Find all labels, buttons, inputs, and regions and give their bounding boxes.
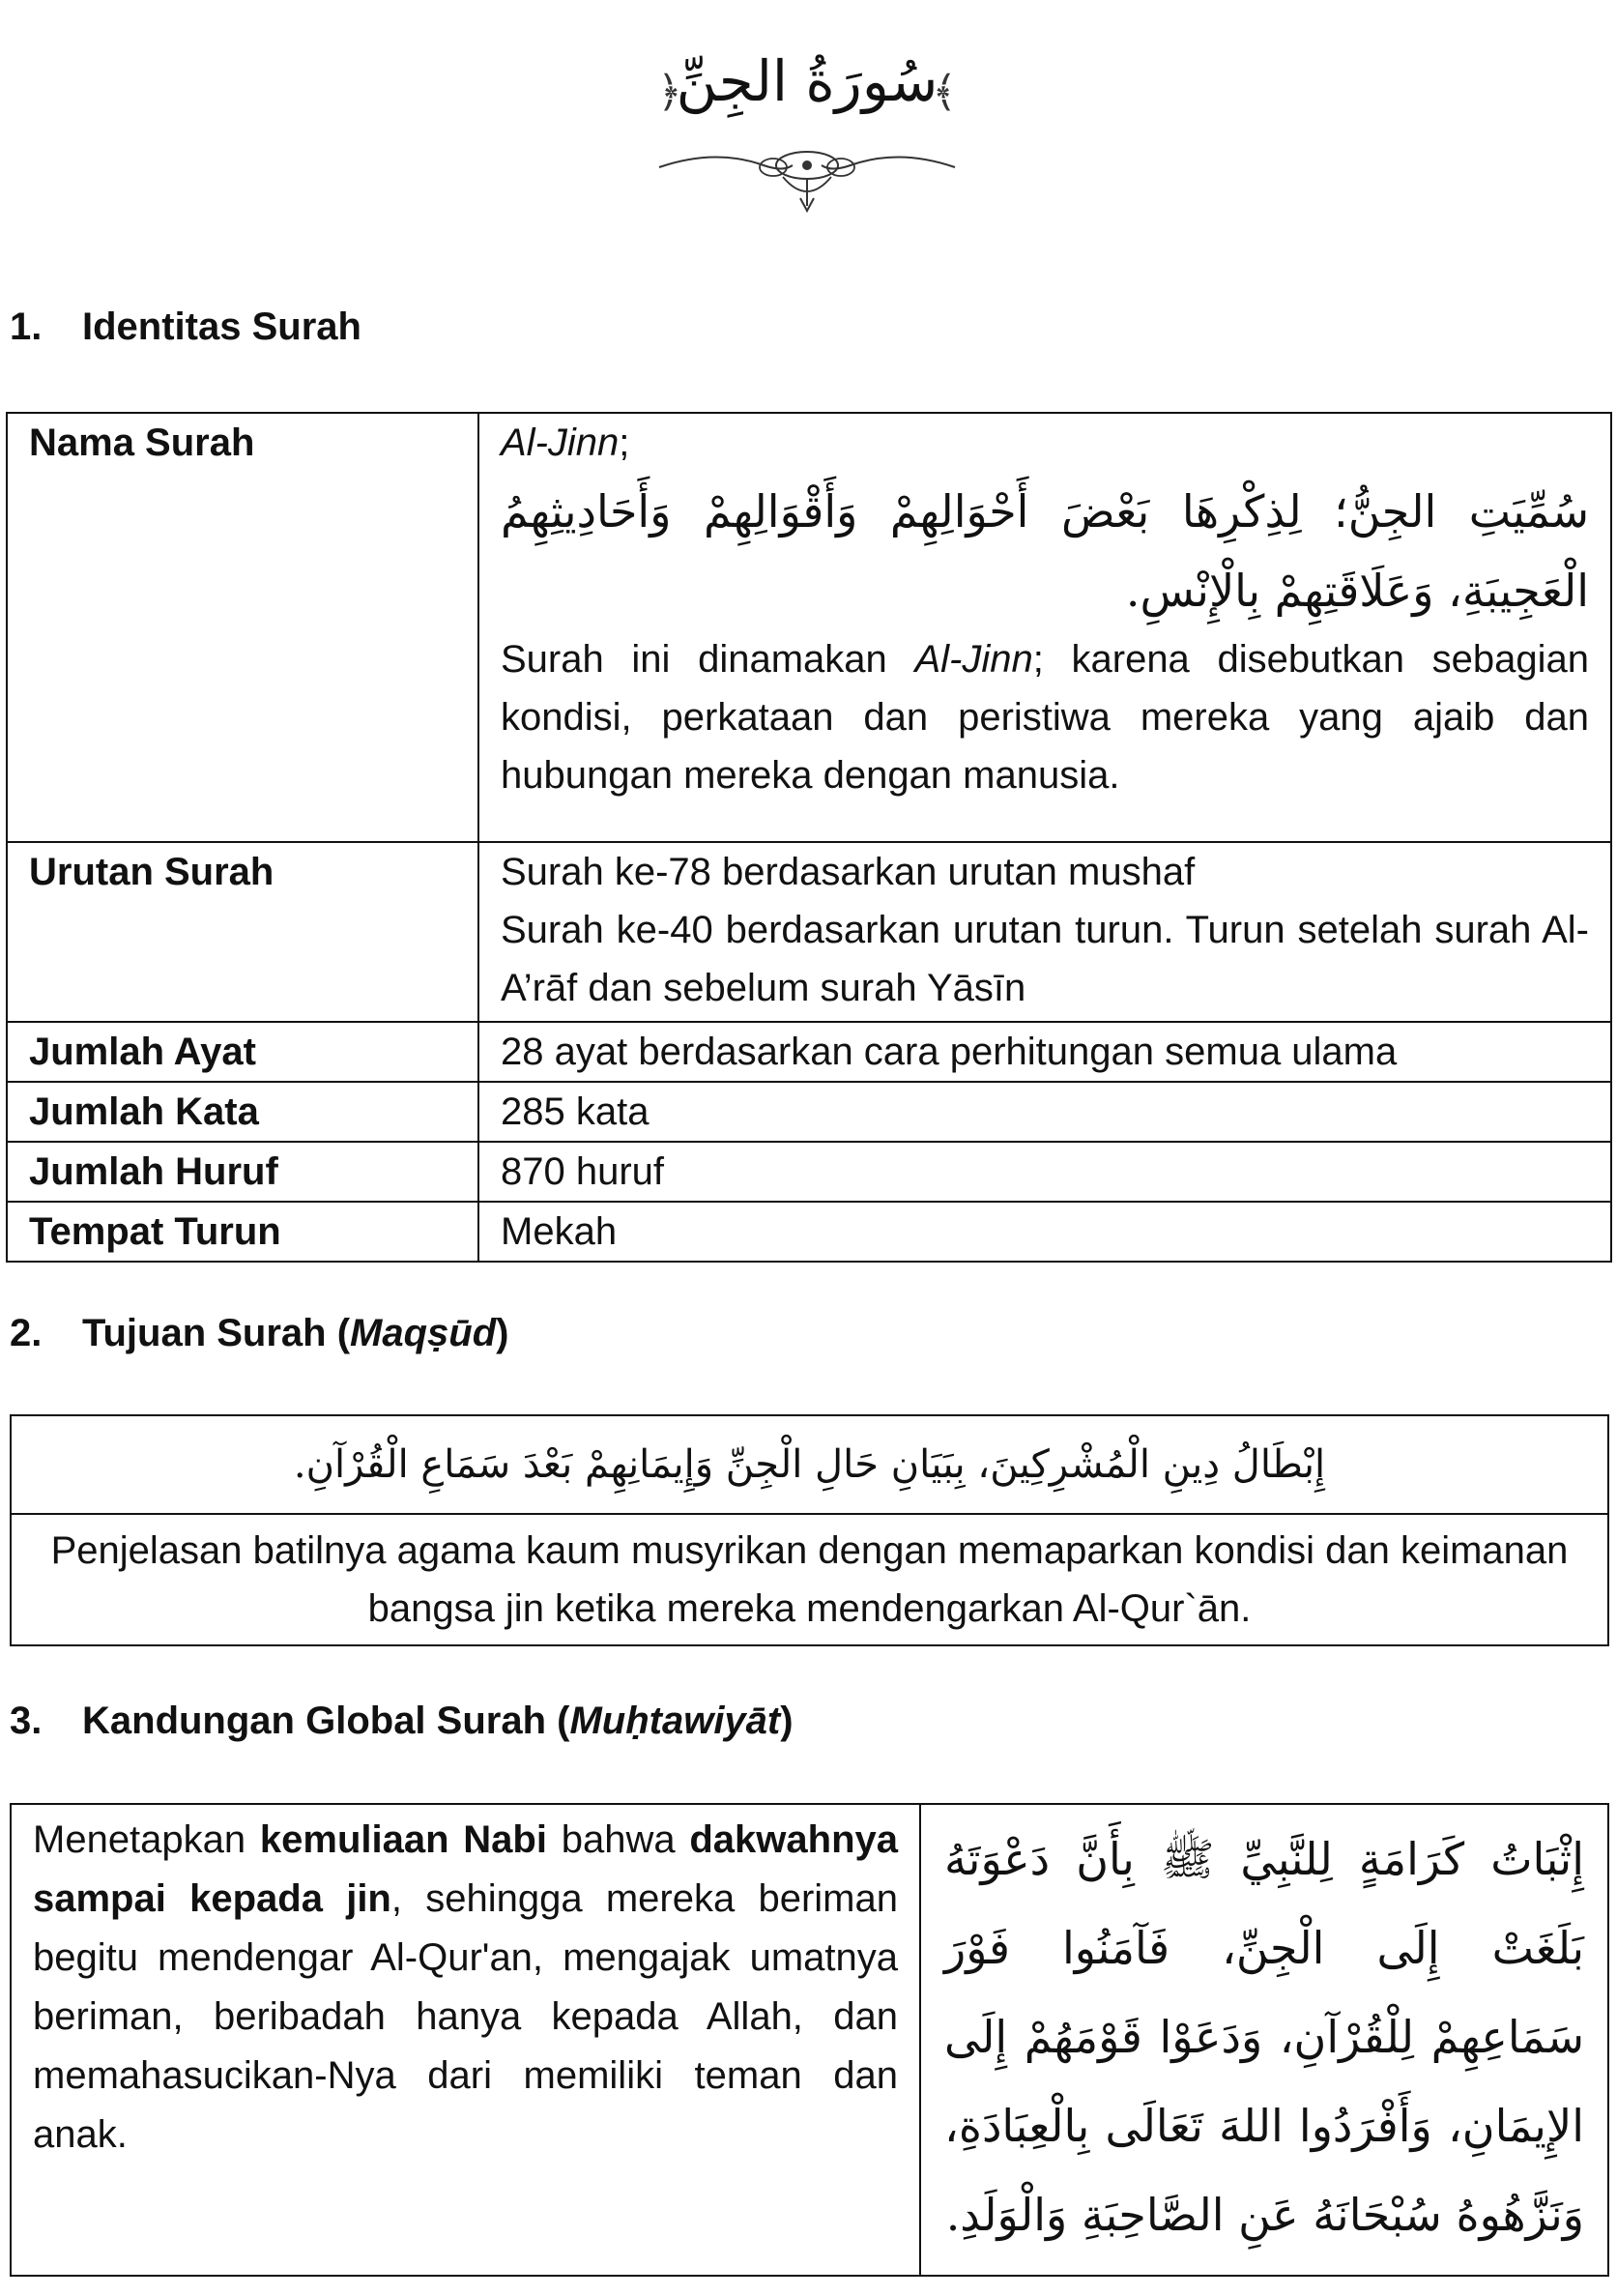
desc-italic-name: Al-Jinn [914,638,1033,681]
urutan-surah-value [478,842,1611,1022]
jumlah-ayat-label: Jumlah Ayat [7,1022,478,1082]
nama-surah-description [501,630,1589,804]
section-2-title: Tujuan Surah ( [82,1312,351,1354]
section-2-close-paren: ) [496,1312,509,1354]
urutan-surah-label: Urutan Surah [7,842,478,1022]
section-2-heading [10,1312,508,1355]
ornamental-divider-icon [657,138,957,225]
desc-rest: ; karena disebutkan sebagian kondisi, perkataan dan peristiwa mereka yang ajaib dan hubungan mereka dengan manusia. [501,638,1589,797]
content-text-part: bahwa [546,1818,690,1861]
semicolon: ; [619,421,630,464]
table-row [7,1022,1611,1082]
ornament-left-bracket: ﴿ [657,69,682,116]
content-indonesian [11,1804,920,2276]
desc-prefix: Surah ini dinamakan [501,638,915,681]
surah-title: سُورَةُ الجِنِّ [676,48,938,114]
section-3-close-paren: ) [780,1700,794,1742]
table-row [7,413,1611,842]
section-3-title: Kandungan Global Surah ( [82,1700,570,1742]
section-1-number: 1. [10,305,43,348]
section-2-number: 2. [10,1312,43,1354]
table-row [7,1082,1611,1142]
section-3-title-italic: Muḥtawiyāt [569,1700,781,1742]
nama-surah-arabic: سُمِّيَتِ الجِنُّ؛ لِذِكْرِهَا بَعْضَ أَحْوَالِهِمْ وَأَقْوَالِهِمْ وَأَحَادِيثِهِمُ الْعَجِيبَةِ، وَعَلَاقَتِهِمْ بِالْإِنْسِ. [501,485,1589,617]
table-row [11,1804,1608,2276]
tempat-turun-value: Mekah [478,1202,1611,1262]
surah-purpose-table [10,1414,1609,1646]
section-3-number: 3. [10,1700,43,1742]
table-row [7,1202,1611,1262]
table-row [11,1514,1608,1645]
table-row [11,1415,1608,1514]
content-bold-part: kemuliaan Nabi [259,1818,547,1861]
section-1-heading [10,305,361,349]
jumlah-kata-value: 285 kata [478,1082,1611,1142]
surah-header [599,27,1015,201]
section-2-title-italic: Maqṣūd [350,1312,497,1354]
tempat-turun-label: Tempat Turun [7,1202,478,1262]
table-row [7,842,1611,1022]
content-text-part: Menetapkan [33,1818,260,1861]
content-bold-part: dakwahnya sampai kepada jin [33,1818,898,1920]
nama-surah-value [478,413,1611,842]
urutan-turun: Surah ke-40 berdasarkan urutan turun. Turun setelah surah Al-A’rāf dan sebelum surah Yāsīn [501,909,1589,1009]
urutan-mushaf: Surah ke-78 berdasarkan urutan mushaf [501,851,1196,893]
jumlah-huruf-label: Jumlah Huruf [7,1142,478,1202]
jumlah-ayat-value: 28 ayat berdasarkan cara perhitungan semua ulama [478,1022,1611,1082]
content-text-part: , sehingga mereka beriman begitu mendengar Al-Qur'an, mengajak umatnya beriman, beribadah hanya kepada Allah, dan memahasucikan-Nya dari memiliki teman dan anak. [33,1877,898,2156]
surah-content-table [10,1803,1609,2277]
section-3-heading [10,1700,794,1743]
nama-surah-label: Nama Surah [7,413,478,842]
section-1-title: Identitas Surah [82,305,361,348]
jumlah-huruf-value: 870 huruf [478,1142,1611,1202]
surah-identity-table [6,412,1612,1263]
purpose-arabic: إِبْطَالُ دِينِ الْمُشْرِكِينَ، بِبَيَانِ حَالِ الْجِنِّ وَإِيمَانِهِمْ بَعْدَ سَمَاعِ الْقُرْآنِ. [11,1415,1608,1514]
ornament-right-bracket: ﴾ [932,69,957,116]
surah-latin-name: Al-Jinn [501,421,620,464]
content-arabic: إِثْبَاتُ كَرَامَةٍ لِلنَّبِيِّ ﷺ بِأَنَّ دَعْوَتَهُ بَلَغَتْ إِلَى الْجِنِّ، فَآمَنُوا فَوْرَ سَمَاعِهِمْ لِلْقُرْآنِ، وَدَعَوْا قَوْمَهُمْ إِلَى الإِيمَانِ، وَأَفْرَدُوا اللهَ تَعَالَى بِالْعِبَادَةِ، وَنَزَّهُوهُ سُبْحَانَهُ عَنِ الصَّاحِبَةِ وَالْوَلَدِ. [920,1804,1608,2276]
table-row [7,1142,1611,1202]
purpose-translation: Penjelasan batilnya agama kaum musyrikan dengan memaparkan kondisi dan keimanan bangsa jin ketika mereka mendengarkan Al-Qur`ān. [11,1514,1608,1645]
jumlah-kata-label: Jumlah Kata [7,1082,478,1142]
